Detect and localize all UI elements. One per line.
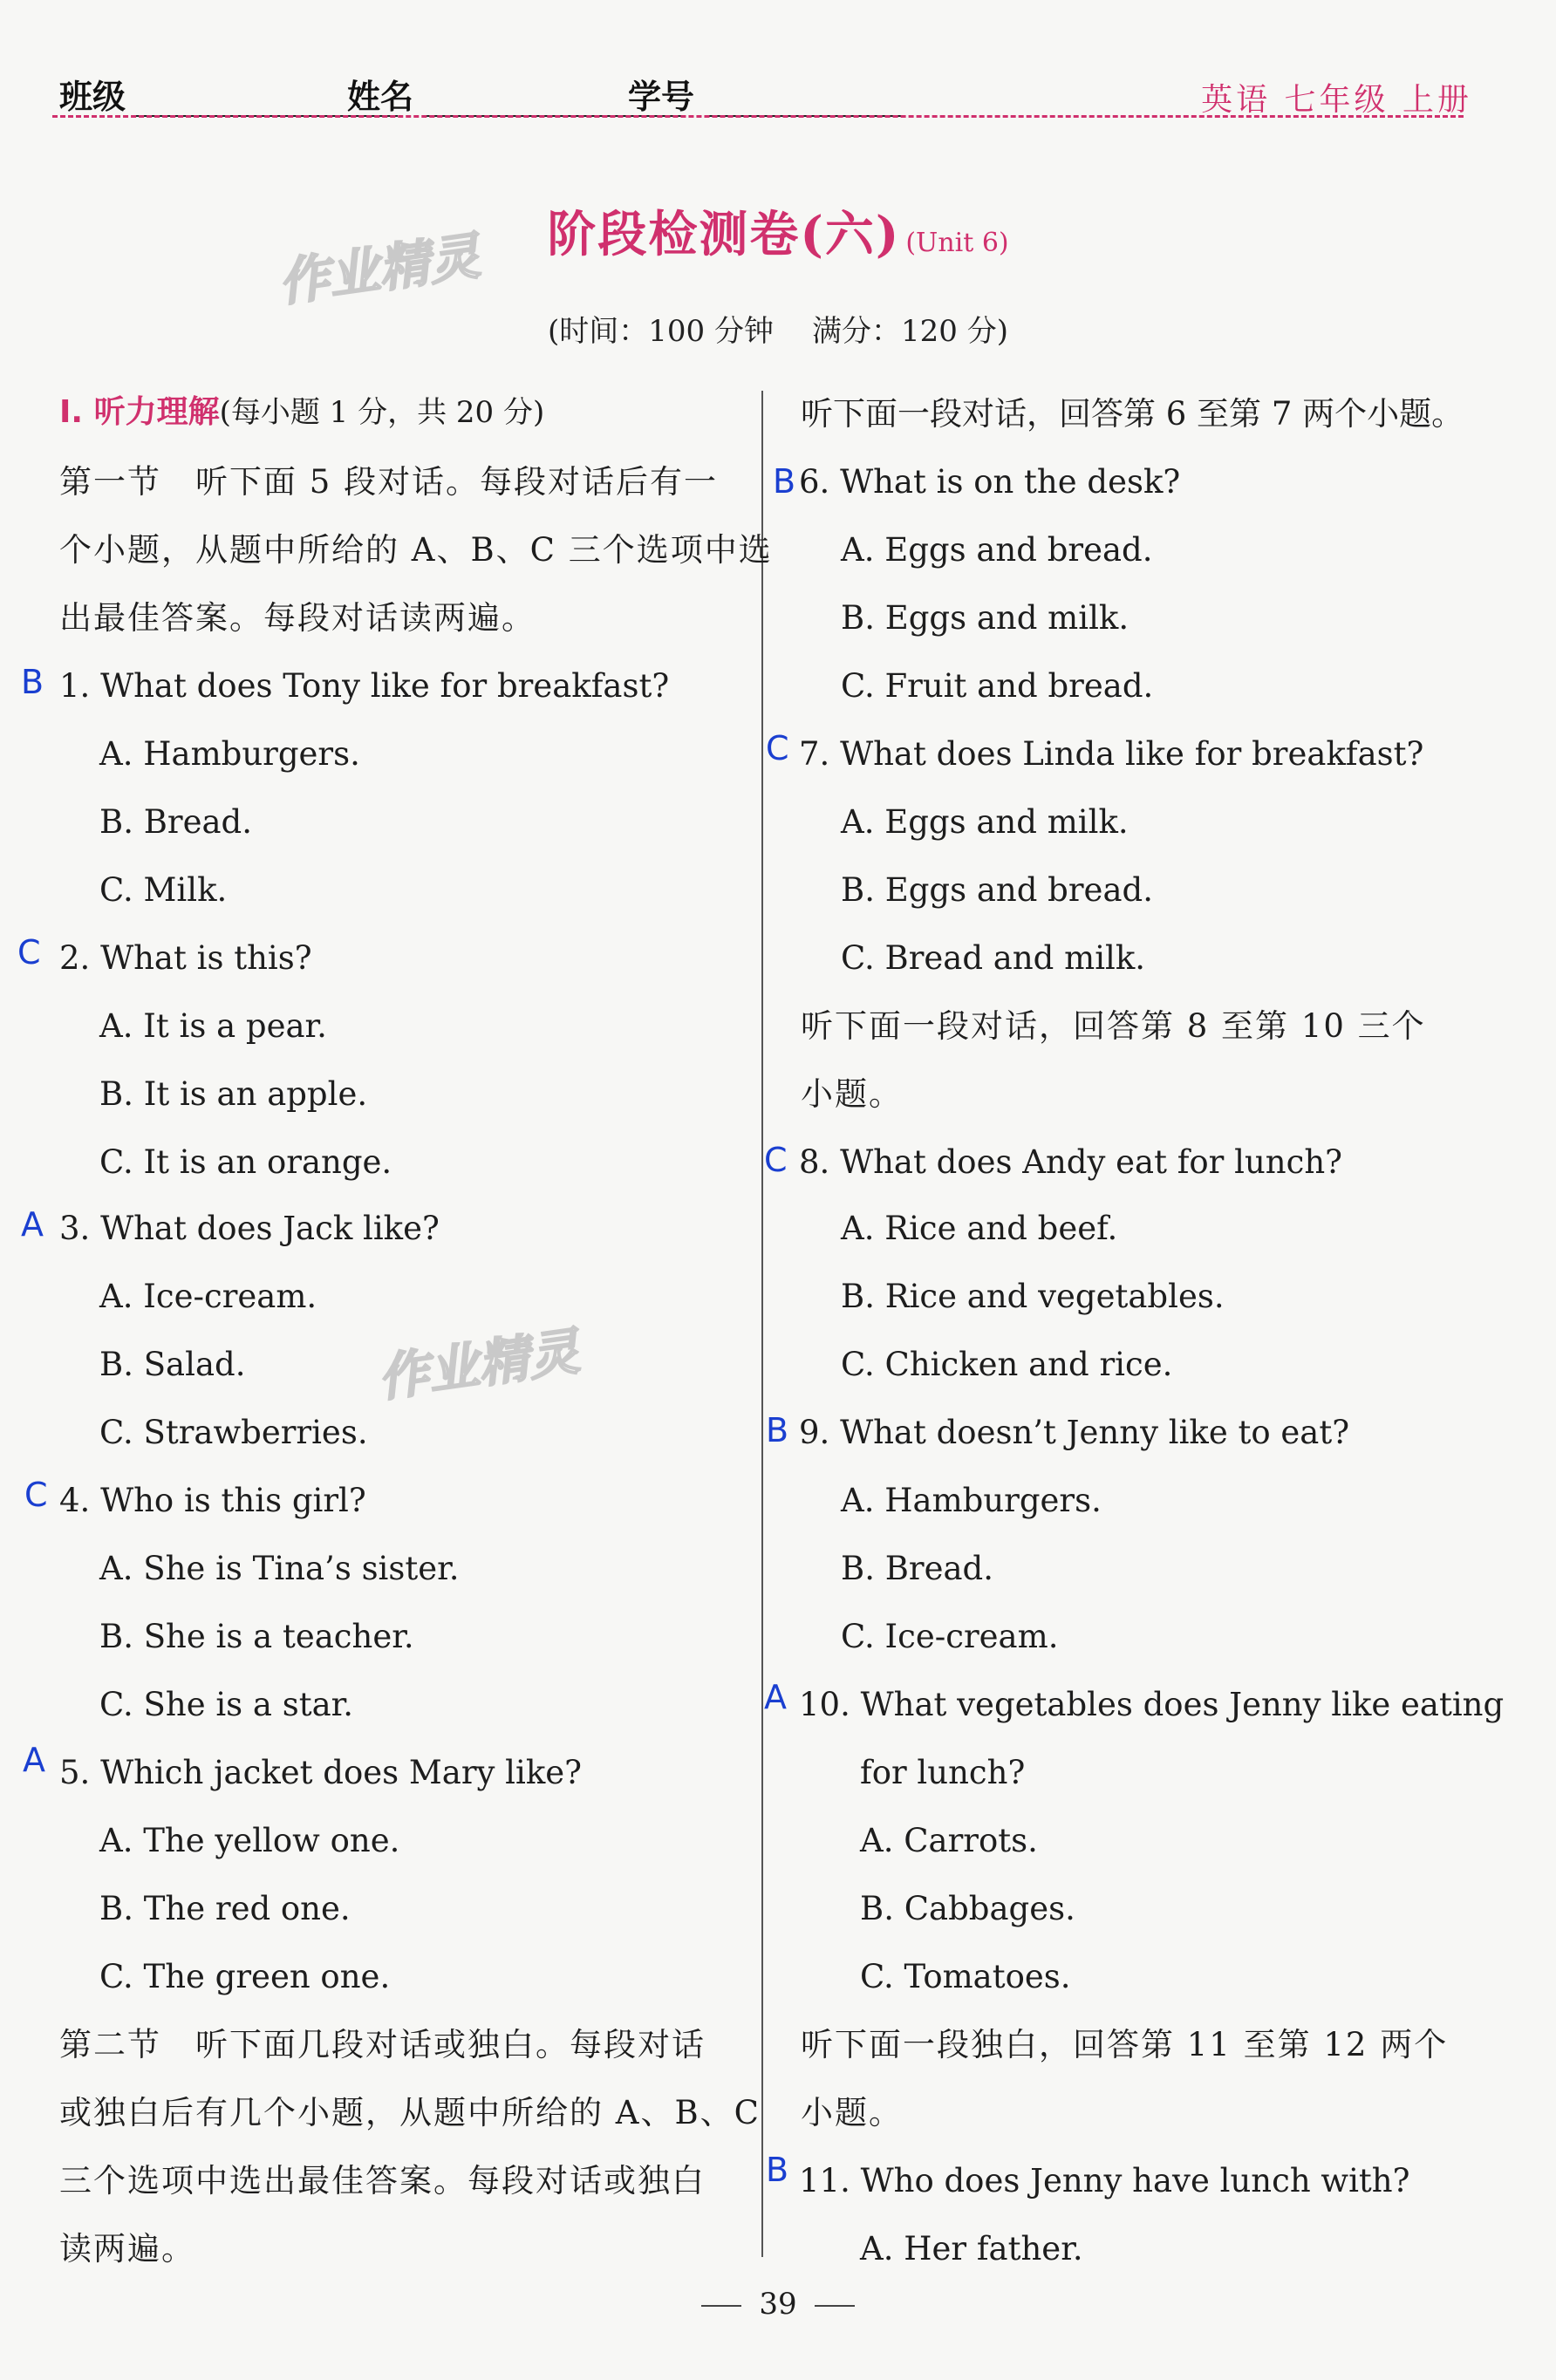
column-divider [761, 391, 763, 2257]
option[interactable]: B. Rice and vegetables. [841, 1278, 1225, 1315]
name-label: 姓名 [347, 78, 414, 116]
question-text: 4. Who is this girl? [59, 1482, 366, 1519]
title-unit: (Unit 6) [905, 228, 1009, 258]
question-text-cont: for lunch? [860, 1754, 1026, 1791]
option[interactable]: C. The green one. [99, 1958, 391, 1995]
answer-mark: B [773, 462, 796, 501]
dialogue-intro: 听下面一段对话，回答第 6 至第 7 两个小题。 [801, 395, 1464, 433]
class-label: 班级 [59, 78, 126, 116]
option[interactable]: A. It is a pear. [99, 1007, 327, 1045]
option[interactable]: C. It is an orange. [99, 1143, 392, 1181]
option[interactable]: C. Bread and milk. [841, 939, 1146, 977]
option[interactable]: C. Chicken and rice. [841, 1346, 1173, 1383]
answer-mark: A [23, 1741, 45, 1779]
option[interactable]: A. Her father. [860, 2230, 1083, 2267]
question-text: 9. What doesn’t Jenny like to eat? [799, 1414, 1350, 1451]
question-text: 5. Which jacket does Mary like? [59, 1754, 582, 1791]
option[interactable]: A. Hamburgers. [99, 735, 360, 773]
footer-dash [815, 2305, 855, 2307]
option[interactable]: C. Ice-cream. [841, 1618, 1059, 1655]
option[interactable]: C. Fruit and bread. [841, 667, 1154, 705]
part2-intro: 第二节 听下面几段对话或独白。每段对话 [59, 2026, 706, 2063]
question-text: 10. What vegetables does Jenny like eating [799, 1686, 1505, 1723]
answer-mark: C [24, 1476, 48, 1514]
option[interactable]: A. Rice and beef. [841, 1210, 1118, 1247]
monologue-intro: 听下面一段独白，回答第 11 至第 12 两个 [801, 2026, 1449, 2063]
part1-intro: 第一节 听下面 5 段对话。每段对话后有一 [59, 463, 719, 501]
answer-mark: C [764, 1141, 788, 1179]
section-title: Ⅰ. 听力理解 [59, 394, 220, 430]
answer-mark: B [21, 663, 44, 701]
option[interactable]: B. Eggs and milk. [841, 599, 1129, 637]
question-text: 11. Who does Jenny have lunch with? [799, 2162, 1410, 2199]
answer-mark: A [764, 1678, 787, 1716]
title-main: 阶段检测卷(六) [547, 206, 901, 263]
option[interactable]: A. Eggs and milk. [841, 803, 1129, 841]
question-text: 3. What does Jack like? [59, 1210, 440, 1247]
watermark-logo: 作业精灵 [275, 226, 484, 313]
option[interactable]: C. Milk. [99, 871, 228, 909]
option[interactable]: A. Hamburgers. [841, 1482, 1102, 1519]
question-text: 2. What is this? [59, 939, 312, 977]
header-divider [52, 115, 1464, 118]
option[interactable]: B. Eggs and bread. [841, 871, 1153, 909]
option[interactable]: C. Tomatoes. [860, 1958, 1071, 1995]
option[interactable]: B. The red one. [99, 1890, 351, 1927]
page-title [0, 196, 1556, 266]
section-points: (每小题 1 分，共 20 分) [219, 395, 545, 430]
option[interactable]: C. Strawberries. [99, 1414, 368, 1451]
answer-mark: C [17, 933, 41, 972]
option[interactable]: B. Bread. [99, 803, 252, 841]
time-info: (时间：100 分钟 [548, 314, 774, 349]
footer-dash [701, 2305, 741, 2307]
option[interactable]: C. She is a star. [99, 1686, 354, 1723]
question-text: 7. What does Linda like for breakfast? [799, 735, 1424, 773]
part2-intro: 三个选项中选出最佳答案。每段对话或独白 [59, 2162, 706, 2199]
option[interactable]: B. It is an apple. [99, 1075, 368, 1113]
question-text: 6. What is on the desk? [799, 463, 1181, 501]
option[interactable]: A. Ice-cream. [99, 1278, 317, 1315]
monologue-intro: 小题。 [801, 2094, 903, 2131]
dialogue-intro: 听下面一段对话，回答第 8 至第 10 三个 [801, 1007, 1426, 1045]
option[interactable]: B. Cabbages. [860, 1890, 1075, 1927]
answer-mark: B [766, 1411, 789, 1449]
question-text: 8. What does Andy eat for lunch? [799, 1143, 1343, 1181]
dialogue-intro: 小题。 [801, 1075, 903, 1113]
id-label: 学号 [628, 78, 695, 116]
option[interactable]: A. She is Tina’s sister. [99, 1550, 460, 1587]
answer-mark: A [21, 1205, 44, 1244]
option[interactable]: A. Eggs and bread. [841, 531, 1153, 569]
section-heading [59, 395, 544, 428]
answer-mark: B [766, 2151, 789, 2189]
watermark-logo: 作业精灵 [374, 1321, 584, 1408]
exam-info [0, 307, 1556, 350]
part2-intro: 读两遍。 [59, 2230, 195, 2267]
answer-mark: C [766, 729, 789, 767]
option[interactable]: B. Salad. [99, 1346, 246, 1383]
option[interactable]: B. Bread. [841, 1550, 993, 1587]
page-footer [0, 2287, 1556, 2322]
page-number: 39 [759, 2287, 797, 2322]
score-info: 满分：120 分) [812, 314, 1008, 349]
part1-intro: 出最佳答案。每段对话读两遍。 [59, 599, 536, 637]
subject-info: 英语 七年级 上册 [1201, 82, 1472, 118]
option[interactable]: A. The yellow one. [99, 1822, 400, 1859]
option[interactable]: A. Carrots. [860, 1822, 1038, 1859]
part1-intro: 个小题，从题中所给的 A、B、C 三个选项中选 [59, 531, 773, 569]
part2-intro: 或独白后有几个小题，从题中所给的 A、B、C [59, 2094, 761, 2131]
question-text: 1. What does Tony like for breakfast? [59, 667, 670, 705]
option[interactable]: B. She is a teacher. [99, 1618, 414, 1655]
